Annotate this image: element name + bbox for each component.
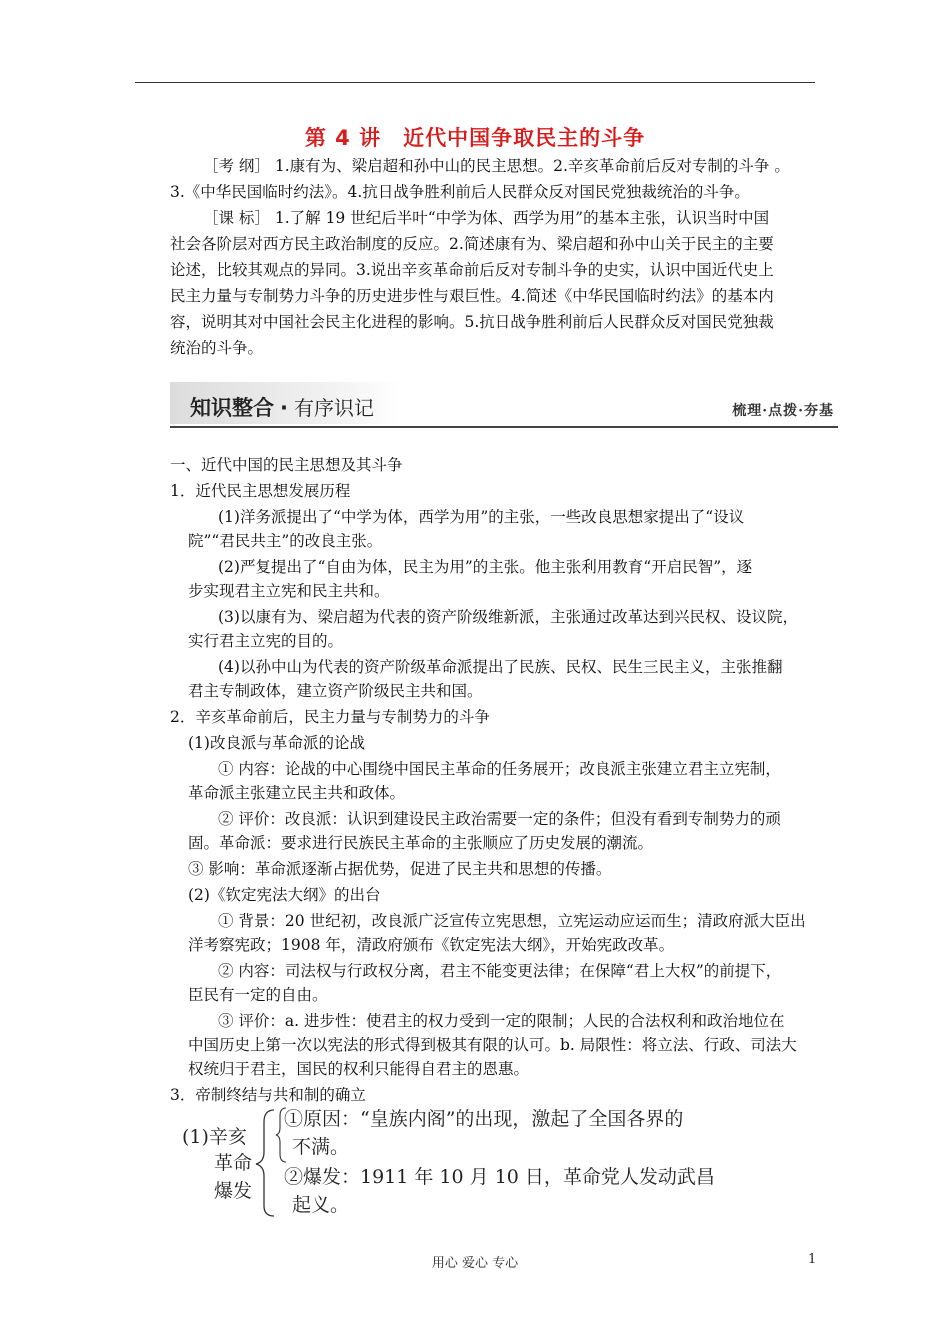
body-line: 步实现君主立宪和民主共和。	[188, 582, 390, 600]
diagram-cause-line: ①原因：“皇族内阁”的出现，激起了全国各界的	[284, 1108, 684, 1130]
body-line: 洋考察宪政；1908 年，清政府颁布《钦定宪法大纲》，开始宪政改革。	[188, 936, 675, 954]
intro-line: 社会各阶层对西方民主政治制度的反应。2.简述康有为、梁启超和孙中山关于民主的主要	[170, 235, 774, 253]
body-line: (2)严复提出了“自由为体，民主为用”的主张。他主张利用教育“开启民智”，逐	[218, 558, 753, 576]
subsection-heading: 3．帝制终结与共和制的确立	[170, 1086, 366, 1104]
diagram-left-label: 革命	[214, 1152, 253, 1174]
lesson-title: 第 4 讲 近代中国争取民主的斗争	[304, 126, 646, 150]
body-line: 实行君主立宪的目的。	[188, 632, 344, 650]
section-banner	[170, 382, 838, 428]
body-line: ② 内容：司法权与行政权分离，君主不能变更法律；在保障“君上大权”的前提下，	[218, 962, 782, 980]
intro-line: ［课 标］ 1.了解 19 世纪后半叶“中学为体、西学为用”的基本主张，认识当时中国	[203, 209, 770, 227]
intro-line: 3.《中华民国临时约法》。4.抗日战争胜利前后人民群众反对国民党独裁统治的斗争。	[170, 183, 750, 201]
subsection-heading: 2．辛亥革命前后，民主力量与专制势力的斗争	[170, 708, 490, 726]
intro-line: 统治的斗争。	[170, 339, 264, 357]
body-line: 臣民有一定的自由。	[188, 986, 328, 1004]
page-footer: 用心 爱心 专心	[431, 1256, 519, 1271]
body-line: 君主专制政体，建立资产阶级民主共和国。	[188, 682, 483, 700]
body-line: (4)以孙中山为代表的资产阶级革命派提出了民族、民权、民生三民主义，主张推翻	[218, 658, 783, 676]
body-line: ③ 评价：a. 进步性：使君主的权力受到一定的限制；人民的合法权利和政治地位在	[218, 1012, 785, 1030]
banner-rule	[170, 426, 838, 428]
diagram-cause-line: 不满。	[292, 1136, 350, 1158]
banner-title	[190, 392, 374, 422]
body-line: ① 内容：论战的中心围绕中国民主革命的任务展开；改良派主张建立君主立宪制，	[218, 760, 781, 778]
body-line: 院”“君民共主”的改良主张。	[188, 532, 383, 550]
intro-line: 论述，比较其观点的异同。3.说出辛亥革命前后反对专制斗争的史实，认识中国近代史上	[170, 261, 774, 279]
page-number: 1	[808, 1252, 817, 1267]
banner-right-text: 梳理·点拨·夯基	[732, 403, 834, 419]
header-rule	[135, 82, 815, 83]
banner-sub-text: 有序识记	[293, 396, 374, 420]
intro-line: ［考 纲］ 1.康有为、梁启超和孙中山的民主思想。2.辛亥革命前后反对专制的斗争 。	[203, 157, 790, 175]
body-line: 固。革命派：要求进行民族民主革命的主张顺应了历史发展的潮流。	[188, 834, 654, 852]
intro-line: 容，说明其对中国社会民主化进程的影响。5.抗日战争胜利前后人民群众反对国民党独裁	[170, 313, 774, 331]
intro-line: 民主力量与专制势力斗争的历史进步性与艰巨性。4.简述《中华民国临时约法》的基本内	[170, 287, 774, 305]
body-line: ② 评价：改良派：认识到建设民主政治需要一定的条件；但没有看到专制势力的顽	[218, 810, 781, 828]
body-line: (1)改良派与革命派的论战	[188, 734, 365, 752]
diagram-outbreak-line: 起义。	[292, 1194, 350, 1216]
banner-main-text: 知识整合	[190, 396, 274, 420]
banner-dot: ·	[280, 396, 288, 420]
diagram-left-label: (1)辛亥	[182, 1126, 247, 1148]
diagram-left-label: 爆发	[214, 1180, 253, 1202]
bracket-diagram	[178, 1102, 715, 1222]
section-heading: 一、近代中国的民主思想及其斗争	[170, 456, 403, 474]
body-line: ① 背景：20 世纪初，改良派广泛宣传立宪思想，立宪运动应运而生；清政府派大臣出	[218, 912, 806, 930]
body-line: 权统归于君主，国民的权利只能得自君主的恩惠。	[188, 1060, 530, 1078]
body-line: 中国历史上第一次以宪法的形式得到极其有限的认可。b. 局限性：将立法、行政、司法大	[188, 1036, 797, 1054]
body-line: 革命派主张建立民主共和政体。	[188, 784, 406, 802]
body-line: (1)洋务派提出了“中学为体，西学为用”的主张，一些改良思想家提出了“设议	[218, 508, 745, 526]
subsection-heading: 1．近代民主思想发展历程	[170, 482, 351, 500]
body-line: (2)《钦定宪法大纲》的出台	[188, 886, 381, 904]
body-line: (3)以康有为、梁启超为代表的资产阶级维新派，主张通过改革达到兴民权、设议院，	[218, 608, 798, 626]
diagram-outbreak-line: ②爆发：1911 年 10 月 10 日，革命党人发动武昌	[284, 1166, 715, 1188]
body-line: ③ 影响：革命派逐渐占据优势，促进了民主共和思想的传播。	[188, 860, 612, 878]
